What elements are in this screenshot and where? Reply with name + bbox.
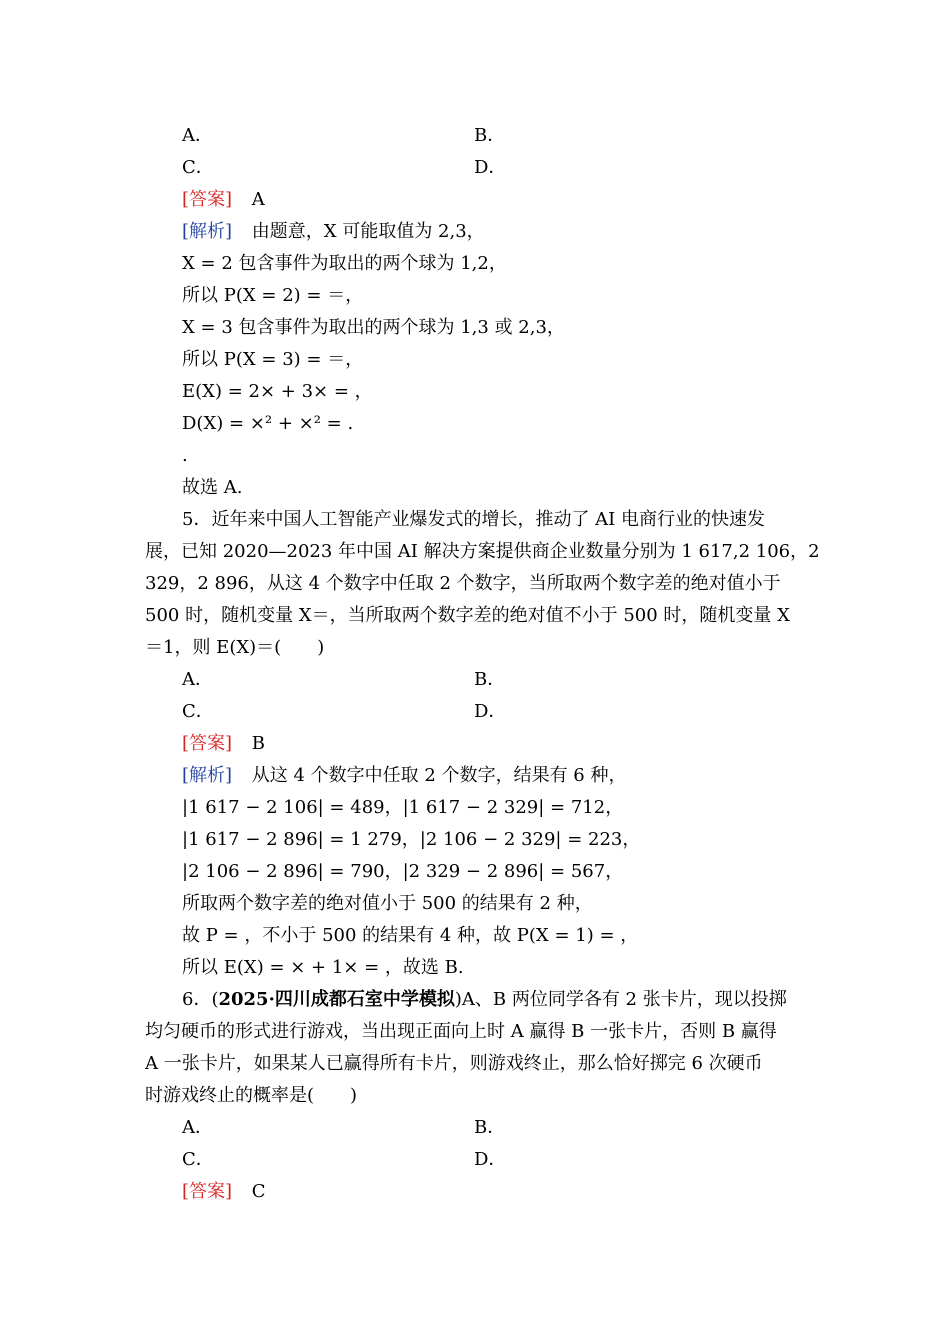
q5-analysis-line: 故 P = ，不小于 500 的结果有 4 种，故 P(X = 1) = ， [182,925,639,946]
q5-stem-line: 500 时，随机变量 X＝，当所取两个数字差的绝对值不小于 500 时，随机变量 X [145,605,790,626]
q6-stem-line: )A、B 两位同学各有 2 张卡片，现以投掷 [454,989,787,1010]
q4-option-c: C． [182,157,214,178]
q4-answer-value: A [251,189,265,210]
q5-stem-line: 329，2 896，从这 4 个数字中任取 2 个数字，当所取两个数字差的绝对值小于 [145,573,781,594]
q6-stem-line: 时游戏终止的概率是( ) [145,1085,358,1106]
q5-answer-tag: [答案] [182,733,233,754]
q5-answer-value: B [251,733,266,754]
q5-analysis-line: |1 617 − 2 106| = 489，|1 617 − 2 329| = 712， [182,797,624,818]
q4-analysis-line: X = 2 包含事件为取出的两个球为 1,2， [182,253,507,274]
q5-analysis-line: |2 106 − 2 896| = 790，|2 329 − 2 896| = 567， [182,861,624,882]
q4-analysis-line: 故选 A. [182,477,243,498]
q4-answer-row [182,188,265,212]
q4-analysis-tag: [解析] [182,221,233,242]
q5-analysis-tag: [解析] [182,765,233,786]
q5-stem-line: 5．近年来中国人工智能产业爆发式的增长，推动了 AI 电商行业的快速发 [182,509,766,530]
q5-analysis-row [182,764,626,788]
q6-answer-row [182,1180,266,1204]
q6-answer-value: C [251,1181,266,1202]
q4-analysis-line: D(X) = ×² + ×² = . [182,413,354,434]
q5-analysis-line: 所取两个数字差的绝对值小于 500 的结果有 2 种， [182,893,593,914]
q4-option-a: A． [182,125,213,146]
q5-option-d: D． [474,701,507,722]
q5-answer-row [182,732,265,756]
q6-option-c: C． [182,1149,214,1170]
q5-option-c: C． [182,701,214,722]
q6-stem-line: A 一张卡片，如果某人已赢得所有卡片，则游戏终止，那么恰好掷完 6 次硬币 [145,1053,763,1074]
q6-source: 2025·四川成都石室中学模拟 [218,989,455,1010]
q4-analysis-line: X = 3 包含事件为取出的两个球为 1,3 或 2,3， [182,317,565,338]
q6-stem-first-line [182,988,787,1012]
q5-analysis-line: 从这 4 个数字中任取 2 个数字，结果有 6 种， [251,765,627,786]
q6-stem-line: 均匀硬币的形式进行游戏，当出现正面向上时 A 赢得 B 一张卡片，否则 B 赢得 [145,1021,777,1042]
q4-option-d: D． [474,157,507,178]
q6-option-b: B． [474,1117,506,1138]
q5-stem-line: ＝1，则 E(X)＝( ) [145,637,325,658]
q4-analysis-row [182,220,485,244]
q4-analysis-line: 所以 P(X = 2) = ＝， [182,285,364,306]
q6-option-a: A． [182,1117,213,1138]
q6-option-d: D． [474,1149,507,1170]
q4-analysis-line: . [182,445,188,466]
q4-analysis-line: E(X) = 2× + 3× = ， [182,381,373,402]
q5-option-a: A． [182,669,213,690]
q4-answer-tag: [答案] [182,189,233,210]
q6-answer-tag: [答案] [182,1181,233,1202]
q4-analysis-line: 所以 P(X = 3) = ＝， [182,349,364,370]
q5-stem-line: 展，已知 2020—2023 年中国 AI 解决方案提供商企业数量分别为 1 617,2 106，2 [145,541,820,562]
q4-analysis-line: 由题意，X 可能取值为 2,3， [251,221,485,242]
q6-number: 6．( [182,989,219,1010]
q4-option-b: B． [474,125,506,146]
q5-analysis-line: |1 617 − 2 896| = 1 279，|2 106 − 2 329| = 223， [182,829,641,850]
q5-option-b: B． [474,669,506,690]
q5-analysis-line: 所以 E(X) = × + 1× = ，故选 B. [182,957,464,978]
